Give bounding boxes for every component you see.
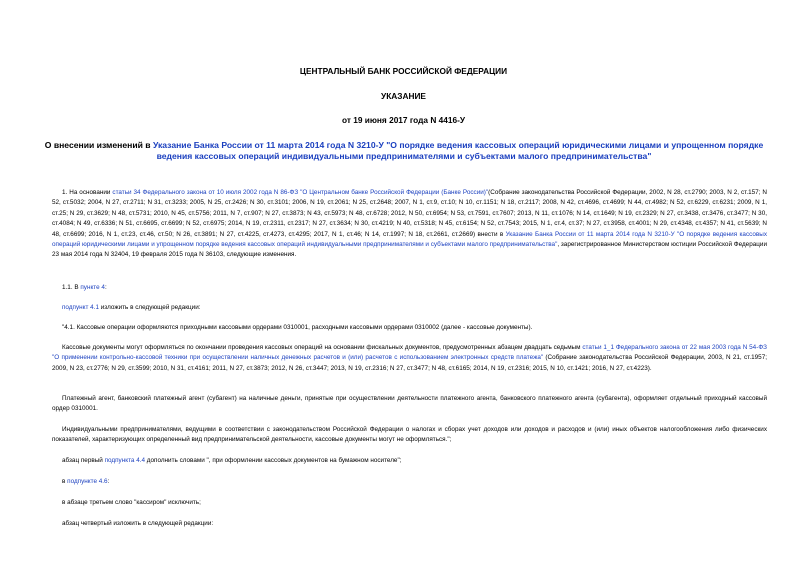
title-prefix: О внесении изменений в	[44, 140, 153, 150]
org-name: ЦЕНТРАЛЬНЫЙ БАНК РОССИЙСКОЙ ФЕДЕРАЦИИ	[299, 66, 508, 76]
paragraph-10: в абзаце третьем слово "кассиром" исключить;	[62, 499, 201, 506]
document-type: УКАЗАНИЕ	[381, 91, 426, 101]
p2-text-b: :	[104, 284, 107, 291]
p1-text-c: , зарегистрированное Министерством юстиции Российской Федерации 23 мая 2014 года N 32404, 19 февраля 2015 года N 36103, следующие изменения.	[52, 241, 767, 259]
p1-text-b: (Собрание законодательства Российской Федерации, 2002, N 28, ст.2790; 2003, N 2, ст.157; N 52, ст.5032; 2004, N 27, ст.2711; N 31, ст.3233; 2005, N 25, ст.2426; N 30, ст.3101; 2006, N 19, ст.2061; N 25, ст.2648; 2007, N 1, ст.9, ст.10; N 10, ст.1151; N 18, ст.2117; 2008, N 42, ст.4696, ст.4699; N 44, ст.4982; N 52, ст.6229, ст.6231; 2009, N 1, ст.25; N 29, ст.3629; N 48, ст.5731; 2010, N 45, ст.5756; 2011, N 7, ст.907; N 27, ст.3873; N 43, ст.5973; N 48, ст.6728; 2012, N 50, ст.6954; N 53, ст.7591, ст.7607; 2013, N 11, ст.1076; N 14, ст.1649; N 19, ст.2329; N 27, ст.3438, ст.3476, ст.3477; N 30, ст.4084; N 49, ст.6336; N 51, ст.6695, ст.6699; N 52, ст.6975; 2014, N 19, ст.2311, ст.2317; N 27, ст.3634; N 30, ст.4219; N 40, ст.5318; N 45, ст.6154; N 52, ст.7543; 2015, N 1, ст.4, ст.37; N 27, ст.3958, ст.4001; N 29, ст.4348, ст.4357; N 41, ст.5639; N 48, ст.6699; 2016, N 1, ст.23, ст.46, ст.50; N 26, ст.3891; N 27, ст.4225, ст.4273, ст.4295; 2017, N 1, ст.46; N 14, ст.1997; N 18, ст.2661, ст.2669) внести в	[52, 189, 767, 238]
paragraph-11: абзац четвертый изложить в следующей редакции:	[62, 520, 214, 527]
paragraph-2	[52, 283, 767, 293]
p3-text: изложить в следующей редакции:	[98, 304, 201, 311]
p8-link[interactable]: подпункта 4.4	[104, 457, 146, 464]
p8-text-b: дополнить словами ", при оформлении кассовых документов на бумажном носителе";	[145, 457, 402, 464]
p2-text-a: 1.1. В	[62, 284, 81, 291]
paragraph-5	[52, 343, 767, 374]
paragraph-8	[52, 456, 767, 466]
document-date-number: от 19 июня 2017 года N 4416-У	[341, 115, 466, 125]
p5-text-b: (Собрание законодательства Российской Федерации, 2003, N 21, ст.1957; 2009, N 23, ст.2776; N 29, ст.3599; 2010, N 31, ст.4161; 2011, N 27, ст.3873; 2012, N 26, ст.3447; 2013, N 19, ст.2316; N 27, ст.3477; N 48, ст.6165; 2014, N 19, ст.2316; 2015, N 10, ст.1421; 2016, N 27, ст.4223).	[52, 354, 767, 372]
paragraph-9	[52, 477, 767, 487]
p1-link-decree[interactable]: Указание Банка России от 11 марта 2014 года N 3210-У "О порядке ведения кассовых операций юридическими лицами и упрощенном порядке ведения кассовых операций индивидуальными предпринимателями и субъектами малого предпринимательства"	[52, 230, 767, 249]
paragraph-6: Платежный агент, банковский платежный агент (субагент) на наличные деньги, принятые при осуществлении деятельности платежного агента, банковского платежного агента (субагента), оформляет отдельный приходный кассовый ордер 0310001.	[52, 395, 767, 413]
paragraph-4: "4.1. Кассовые операции оформляются приходными кассовыми ордерами 0310001, расходными кассовыми ордерами 0310002 (далее - кассовые документы).	[62, 324, 533, 331]
p9-link[interactable]: подпункте 4.6	[67, 478, 108, 485]
p5-link[interactable]: статьи 1_1 Федерального закона от 22 мая 2003 года N 54-ФЗ "О применении контрольно-кассовой техники при осуществлении наличных денежных расчетов и (или) расчетов с использованием электронных средств платежа"	[52, 344, 767, 362]
p9-text-a: в	[62, 478, 68, 485]
document-title	[44, 140, 764, 161]
p8-text-a: абзац первый	[62, 457, 105, 464]
title-link[interactable]: Указание Банка России от 11 марта 2014 года N 3210-У "О порядке ведения кассовых операций юридическими лицами и упрощенном порядке ведения кассовых операций индивидуальными предпринимателями и субъектами малого предпринимательства"	[152, 140, 764, 161]
p1-text-a: 1. На основании	[62, 189, 113, 196]
paragraph-1	[52, 188, 767, 261]
paragraph-7: Индивидуальными предпринимателями, ведущими в соответствии с законодательством Российской Федерации о налогах и сборах учет доходов или доходов и расходов и (или) иных объектов налогообложения либо физических показателей, характеризующих определенный вид предпринимательской деятельности, кассовые документы могут не оформляться.";	[52, 426, 767, 444]
p9-text-b: :	[107, 478, 110, 485]
p1-link-law[interactable]: статьи 34 Федерального закона от 10 июля 2002 года N 86-ФЗ "О Центральном банке Российской Федерации (Банке России)"	[112, 189, 489, 196]
p2-link[interactable]: пункте 4	[80, 284, 105, 291]
paragraph-3	[52, 303, 767, 313]
p5-text-a: Кассовые документы могут оформляться по окончании проведения кассовых операций на основании фискальных документов, предусмотренных абзацем двадцать седьмым	[62, 344, 583, 351]
p3-link[interactable]: подпункт 4.1	[62, 304, 99, 311]
